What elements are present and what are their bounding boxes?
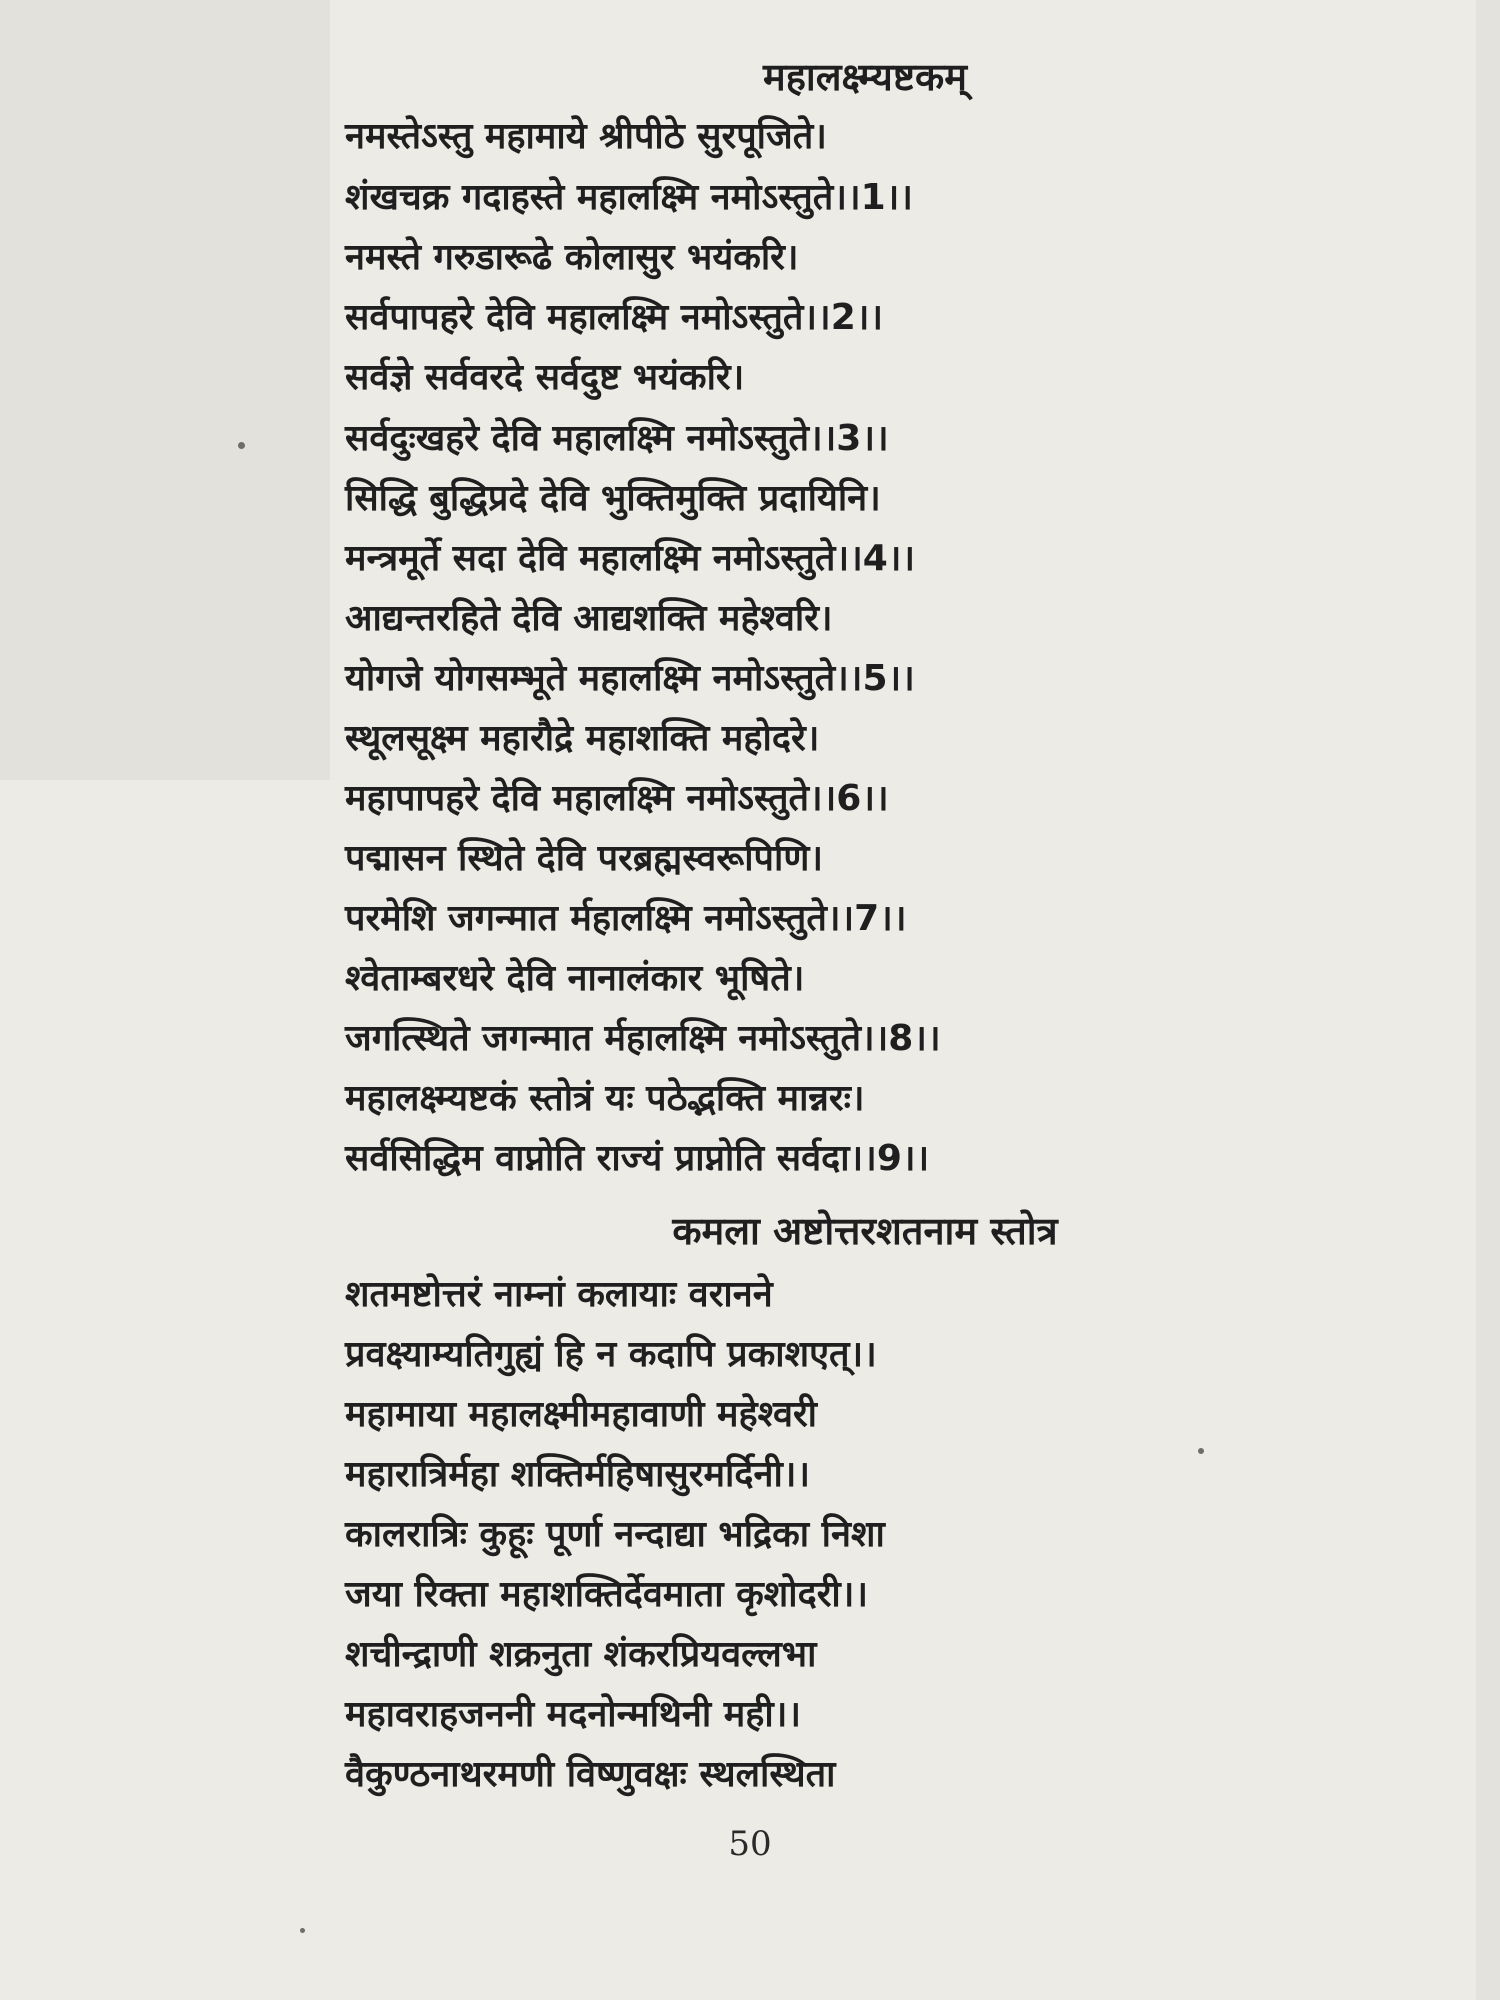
verse-line: आद्यन्तरहिते देवि आद्यशक्ति महेश्वरि।	[345, 598, 833, 639]
section-title-kamala-stotra: कमला अष्टोत्तरशतनाम स्तोत्र	[672, 1209, 1058, 1253]
verse-line: परमेशि जगन्मात र्महालक्ष्मि नमोऽस्तुते।।7।।	[345, 898, 907, 939]
verse-line: नमस्तेऽस्तु महामाये श्रीपीठे सुरपूजिते।	[345, 116, 827, 157]
verse-line: जगत्स्थिते जगन्मात र्महालक्ष्मि नमोऽस्तुते।।8।।	[345, 1018, 941, 1059]
page-edge	[1476, 0, 1500, 2000]
ink-speck	[238, 442, 245, 449]
verse-line: वैकुण्ठनाथरमणी विष्णुवक्षः स्थलस्थिता	[345, 1754, 836, 1795]
verse-line: जया रिक्ता महाशक्तिर्देवमाता कृशोदरी।।	[345, 1574, 869, 1615]
verse-line: मन्त्रमूर्ते सदा देवि महालक्ष्मि नमोऽस्तुते।।4।।	[345, 538, 916, 579]
section-title-mahalakshmi-ashtakam: महालक्ष्म्यष्टकम्	[763, 55, 967, 99]
verse-line: महालक्ष्म्यष्टकं स्तोत्रं यः पठेद्भक्ति मान्नरः।	[345, 1078, 865, 1119]
verse-line: प्रवक्ष्याम्यतिगुह्यं हि न कदापि प्रकाशएत्।।	[345, 1334, 877, 1375]
verse-line: शचीन्द्राणी शक्रनुता शंकरप्रियवल्लभा	[345, 1634, 817, 1675]
verse-line: शतमष्टोत्तरं नाम्नां कलायाः वरानने	[345, 1274, 773, 1315]
verse-line: नमस्ते गरुडारूढे कोलासुर भयंकरि।	[345, 237, 799, 278]
ink-speck	[300, 1928, 305, 1933]
verse-line: शंखचक्र गदाहस्ते महालक्ष्मि नमोऽस्तुते।।1।।	[345, 177, 913, 218]
verse-line: महापापहरे देवि महालक्ष्मि नमोऽस्तुते।।6।।	[345, 778, 889, 819]
verse-line: सर्वदुःखहरे देवि महालक्ष्मि नमोऽस्तुते।।3।।	[345, 418, 889, 459]
verse-line: स्थूलसूक्ष्म महारौद्रे महाशक्ति महोदरे।	[345, 718, 820, 759]
ink-speck	[1198, 1448, 1204, 1454]
verse-line: महामाया महालक्ष्मीमहावाणी महेश्वरी	[345, 1394, 818, 1435]
verse-line: पद्मासन स्थिते देवि परब्रह्मस्वरूपिणि।	[345, 838, 823, 879]
page-shadow	[0, 0, 330, 780]
verse-line: श्वेताम्बरधरे देवि नानालंकार भूषिते।	[345, 958, 805, 999]
page-number: 50	[728, 1824, 772, 1864]
verse-line: महावराहजननी मदनोन्मथिनी मही।।	[345, 1694, 802, 1735]
verse-line: सर्वसिद्धिम वाप्नोति राज्यं प्राप्नोति सर्वदा।।9।।	[345, 1138, 930, 1179]
verse-line: सर्वपापहरे देवि महालक्ष्मि नमोऽस्तुते।।2।।	[345, 297, 884, 338]
verse-line: योगजे योगसम्भूते महालक्ष्मि नमोऽस्तुते।।5।।	[345, 658, 915, 699]
verse-line: सर्वज्ञे सर्ववरदे सर्वदुष्ट भयंकरि।	[345, 357, 745, 398]
verse-line: महारात्रिर्महा शक्तिर्महिषासुरमर्दिनी।।	[345, 1454, 811, 1495]
verse-line: कालरात्रिः कुहूः पूर्णा नन्दाद्या भद्रिका निशा	[345, 1514, 885, 1555]
verse-line: सिद्धि बुद्धिप्रदे देवि भुक्तिमुक्ति प्रदायिनि।	[345, 478, 881, 519]
